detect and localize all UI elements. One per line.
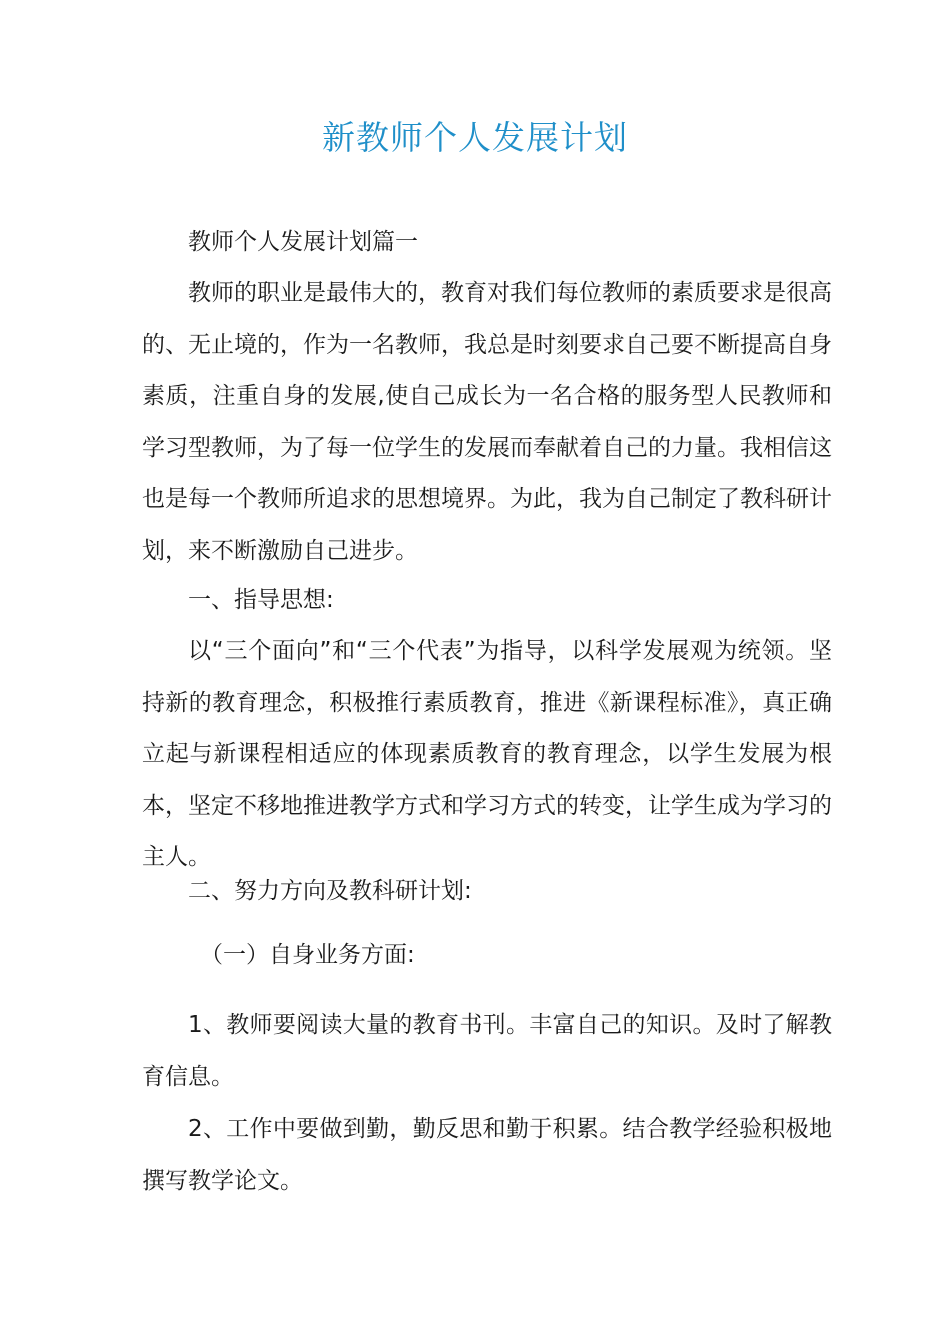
subsection-heading-professional: （一）自身业务方面:: [200, 942, 415, 968]
list-item-2: 2、工作中要做到勤，勤反思和勤于积累。结合教学经验积极地撰写教学论文。: [142, 1116, 832, 1194]
section-heading-direction-plan: 二、努力方向及教科研计划:: [188, 878, 472, 904]
document-title: 新教师个人发展计划: [322, 118, 628, 157]
section-heading-guiding-ideology: 一、指导思想:: [188, 587, 334, 613]
list-item-1: 1、教师要阅读大量的教育书刊。丰富自己的知识。及时了解教育信息。: [142, 1012, 832, 1090]
section-heading-plan-one: 教师个人发展计划篇一: [188, 229, 418, 255]
guiding-ideology-paragraph: 以“三个面向”和“三个代表”为指导，以科学发展观为统领。坚持新的教育理念，积极推行素质教育，推进《新课程标准》，真正确立起与新课程相适应的体现素质教育的教育理念，以学生发展为根本，坚定不移地推进教学方式和学习方式的转变，让学生成为学习的主人。: [142, 638, 832, 870]
intro-paragraph: 教师的职业是最伟大的，教育对我们每位教师的素质要求是很高的、无止境的，作为一名教师，我总是时刻要求自己要不断提高自身素质，注重自身的发展,使自己成长为一名合格的服务型人民教师和学习型教师，为了每一位学生的发展而奉献着自己的力量。我相信这也是每一个教师所追求的思想境界。为此，我为自己制定了教科研计划，来不断激励自己进步。: [142, 280, 832, 564]
